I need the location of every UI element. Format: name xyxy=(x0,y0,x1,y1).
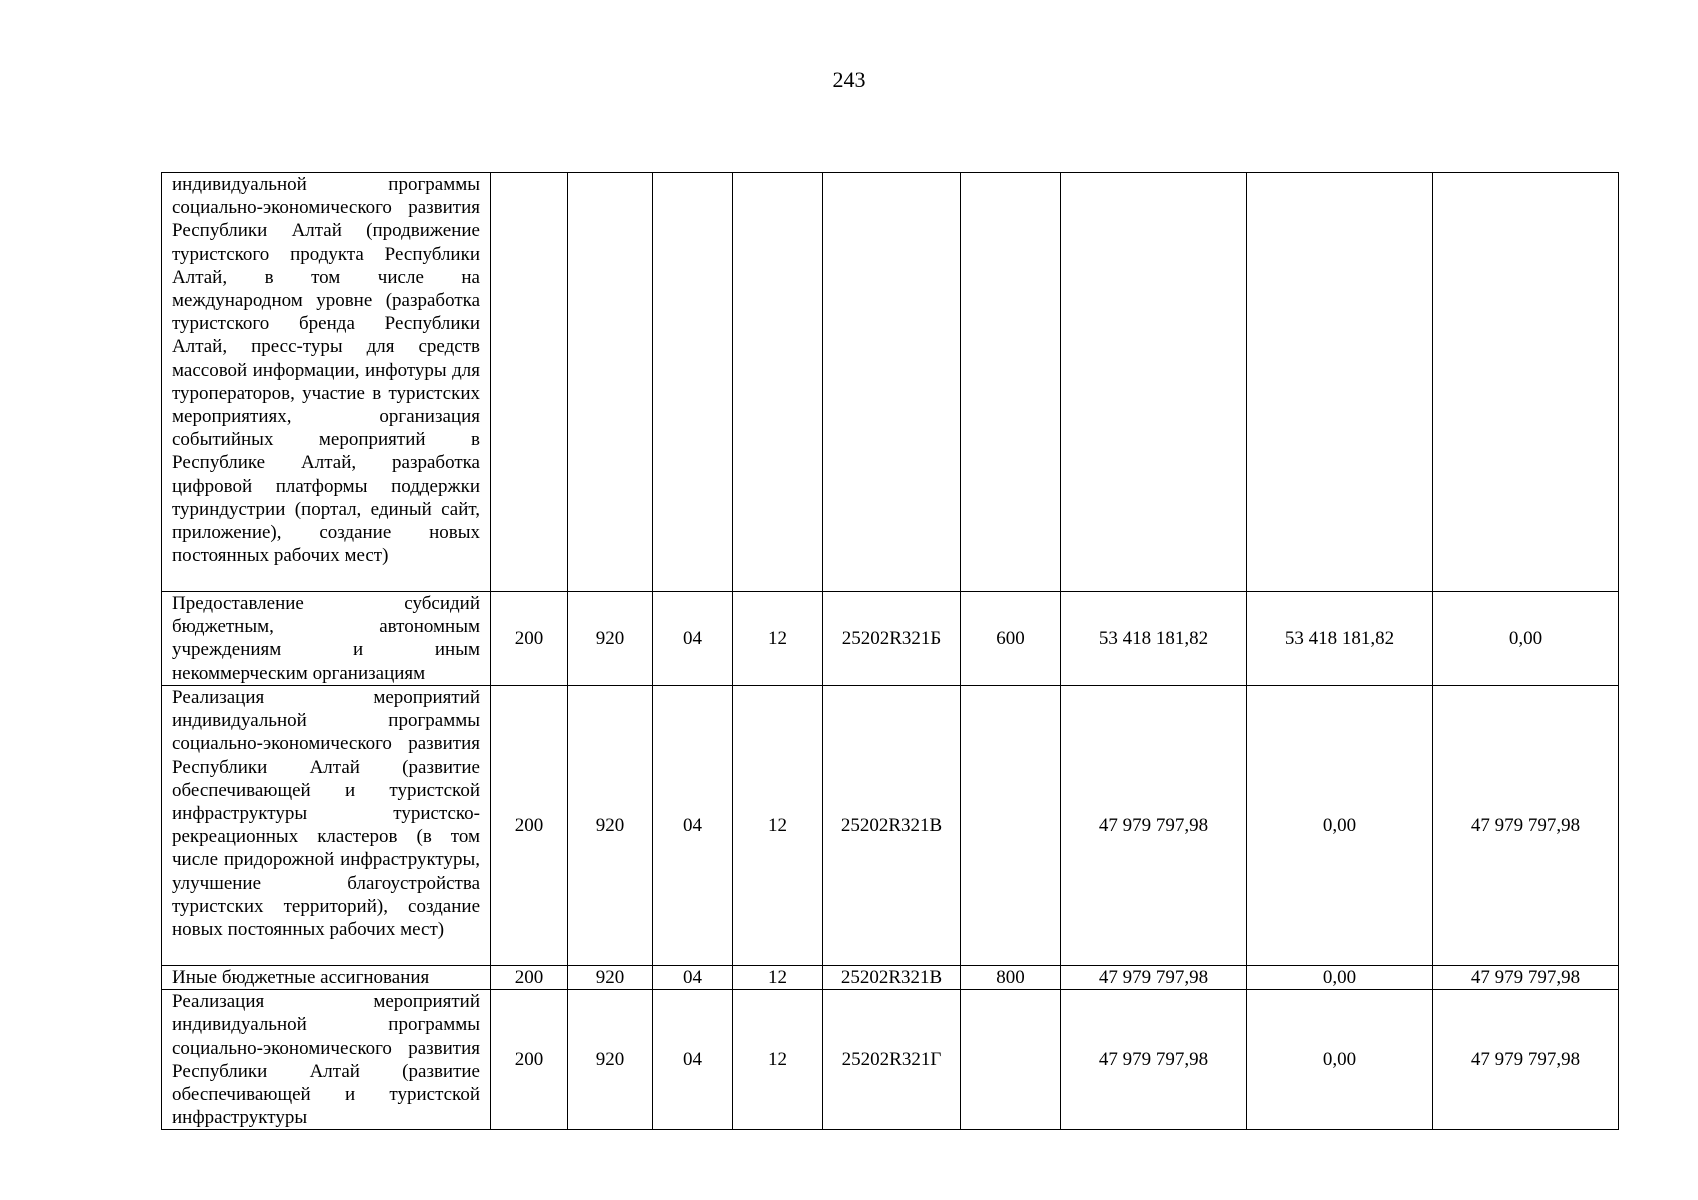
cell-subsection: 12 xyxy=(733,686,823,966)
table-row xyxy=(162,990,1619,1130)
cell-expense-type xyxy=(961,686,1061,966)
cell-code: 200 xyxy=(491,686,568,966)
cell-subsection: 12 xyxy=(733,592,823,686)
cell-subsection xyxy=(733,173,823,592)
cell-sum-1 xyxy=(1247,173,1433,592)
cell-total: 53 418 181,82 xyxy=(1061,592,1247,686)
cell-code xyxy=(491,173,568,592)
cell-total xyxy=(1061,173,1247,592)
cell-target-article: 25202R321Г xyxy=(823,990,961,1130)
cell-expense-type xyxy=(961,990,1061,1130)
cell-target-article xyxy=(823,173,961,592)
cell-code: 200 xyxy=(491,966,568,990)
cell-sum-1: 0,00 xyxy=(1247,990,1433,1130)
cell-section: 04 xyxy=(653,990,733,1130)
cell-sum-2: 0,00 xyxy=(1433,592,1619,686)
cell-sum-2: 47 979 797,98 xyxy=(1433,990,1619,1130)
cell-expense-type: 800 xyxy=(961,966,1061,990)
cell-sum-2 xyxy=(1433,173,1619,592)
cell-sum-1: 0,00 xyxy=(1247,966,1433,990)
cell-total: 47 979 797,98 xyxy=(1061,990,1247,1130)
cell-target-article: 25202R321В xyxy=(823,686,961,966)
table-row xyxy=(162,592,1619,686)
cell-section: 04 xyxy=(653,686,733,966)
row-description: Реализация мероприятий индивидуальной программы социально-экономического развития Республики Алтай (развитие обеспечивающей и туристской инфраструктуры xyxy=(162,990,491,1130)
cell-grbs: 920 xyxy=(568,592,653,686)
cell-sum-1: 53 418 181,82 xyxy=(1247,592,1433,686)
table-row xyxy=(162,686,1619,966)
cell-grbs: 920 xyxy=(568,990,653,1130)
cell-sum-2: 47 979 797,98 xyxy=(1433,966,1619,990)
cell-section: 04 xyxy=(653,966,733,990)
page-number: 243 xyxy=(832,67,866,92)
table-row xyxy=(162,173,1619,592)
cell-total: 47 979 797,98 xyxy=(1061,686,1247,966)
cell-grbs xyxy=(568,173,653,592)
cell-total: 47 979 797,98 xyxy=(1061,966,1247,990)
cell-sum-1: 0,00 xyxy=(1247,686,1433,966)
table-row xyxy=(162,966,1619,990)
cell-section: 04 xyxy=(653,592,733,686)
cell-target-article: 25202R321Б xyxy=(823,592,961,686)
cell-subsection: 12 xyxy=(733,966,823,990)
cell-expense-type xyxy=(961,173,1061,592)
cell-grbs: 920 xyxy=(568,686,653,966)
cell-target-article: 25202R321В xyxy=(823,966,961,990)
cell-section xyxy=(653,173,733,592)
cell-code: 200 xyxy=(491,592,568,686)
row-description: Иные бюджетные ассигнования xyxy=(162,966,491,990)
row-description: индивидуальной программы социально-экономического развития Республики Алтай (продвижение туристского продукта Республики Алтай, в том числе на международном уровне (разработка туристского бренда Республики Алтай, пресс-туры для средств массовой информации, инфотуры для туроператоров, участие в туристских мероприятиях, организация событийных мероприятий в Республике Алтай, разработка цифровой платформы поддержки туриндустрии (портал, единый сайт, приложение), создание новых постоянных рабочих мест) xyxy=(162,173,491,592)
row-description: Реализация мероприятий индивидуальной программы социально-экономического развития Республики Алтай (развитие обеспечивающей и туристской инфраструктуры туристско-рекреационных кластеров (в том числе придорожной инфраструктуры, улучшение благоустройства туристских территорий), создание новых постоянных рабочих мест) xyxy=(162,686,491,966)
budget-table xyxy=(161,172,1619,1130)
cell-subsection: 12 xyxy=(733,990,823,1130)
cell-grbs: 920 xyxy=(568,966,653,990)
cell-expense-type: 600 xyxy=(961,592,1061,686)
row-description: Предоставление субсидий бюджетным, автономным учреждениям и иным некоммерческим организациям xyxy=(162,592,491,686)
cell-code: 200 xyxy=(491,990,568,1130)
cell-sum-2: 47 979 797,98 xyxy=(1433,686,1619,966)
